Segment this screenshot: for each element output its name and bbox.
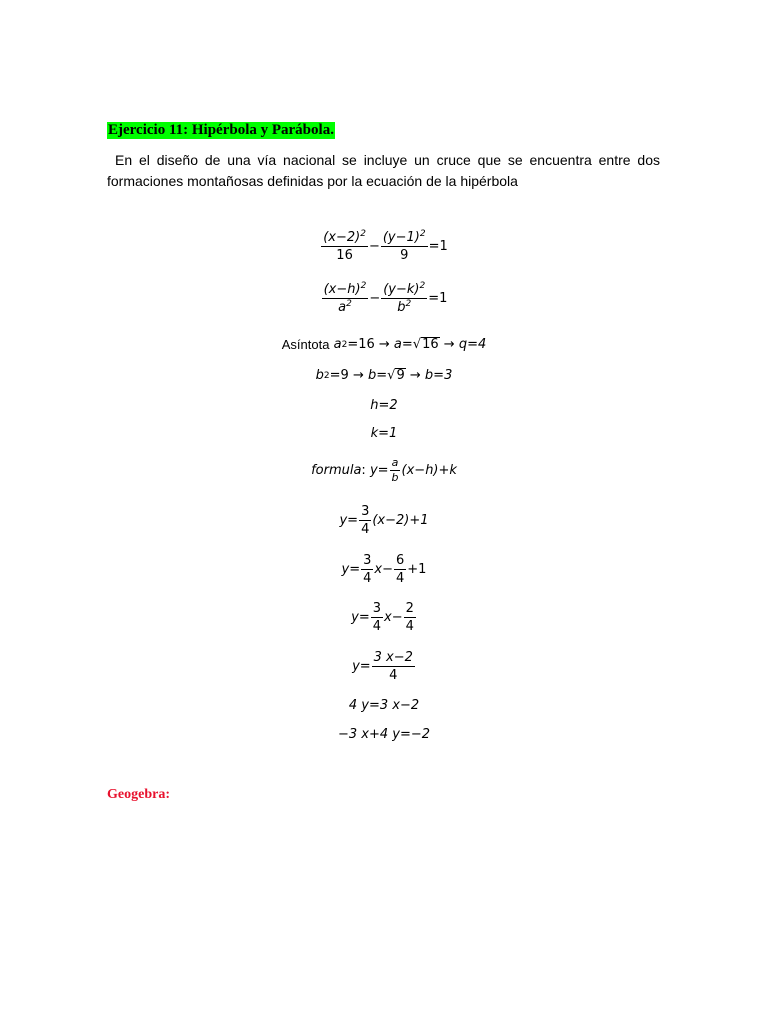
step-1: y= $\frac{3}{4}$ (x−2)+1 bbox=[339, 504, 429, 537]
asintota-line: Asíntota a 2 =16 → a= √ 16 → q=4 bbox=[281, 337, 487, 352]
asintota-label: Asíntota bbox=[281, 337, 330, 352]
fraction: $\frac{(y-1)^2}{9}$ bbox=[382, 229, 426, 263]
exercise-title: Ejercicio 11: Hipérbola y Parábola. bbox=[108, 122, 334, 138]
step-2: y= $\frac{3}{4}$ x− $\frac{6}{4}$ +1 bbox=[341, 553, 427, 586]
step-6: −3 x+4 y=−2 bbox=[337, 727, 431, 742]
hyperbola-equation: $\frac{(x-2)^2}{16}$ − $\frac{(y-1)^2}{9}$ =1 bbox=[323, 229, 448, 263]
square-root: √ 16 bbox=[412, 337, 439, 352]
step-4: y= $\frac{3 x-2}{4}$ bbox=[352, 650, 413, 683]
b-value-line: b 2 =9 → b= √ 9 → b=3 bbox=[315, 368, 453, 383]
k-value-line: k=1 bbox=[370, 426, 398, 441]
intro-line-1: En el diseño de una vía nacional se incluye un cruce que se encuentra entre dos bbox=[115, 152, 660, 168]
step-5: 4 y=3 x−2 bbox=[348, 698, 420, 713]
intro-line-2: formaciones montañosas definidas por la ecuación de la hipérbola bbox=[107, 173, 518, 189]
geogebra-heading: Geogebra: bbox=[107, 787, 170, 802]
square-root: √ 9 bbox=[387, 368, 405, 383]
step-3: y= $\frac{3}{4}$ x− $\frac{2}{4}$ bbox=[351, 601, 414, 634]
hyperbola-general-equation: $\frac{(x-h)^2}{a^2}$ − $\frac{(y-k)^2}{b^2}$ =1 bbox=[323, 281, 448, 315]
h-value-line: h=2 bbox=[370, 398, 398, 413]
asymptote-formula: formula : y= $\frac{a}{b}$ (x−h)+k bbox=[311, 456, 457, 484]
fraction: $\frac{(x-2)^2}{16}$ bbox=[323, 229, 366, 263]
intro-paragraph bbox=[107, 150, 660, 192]
